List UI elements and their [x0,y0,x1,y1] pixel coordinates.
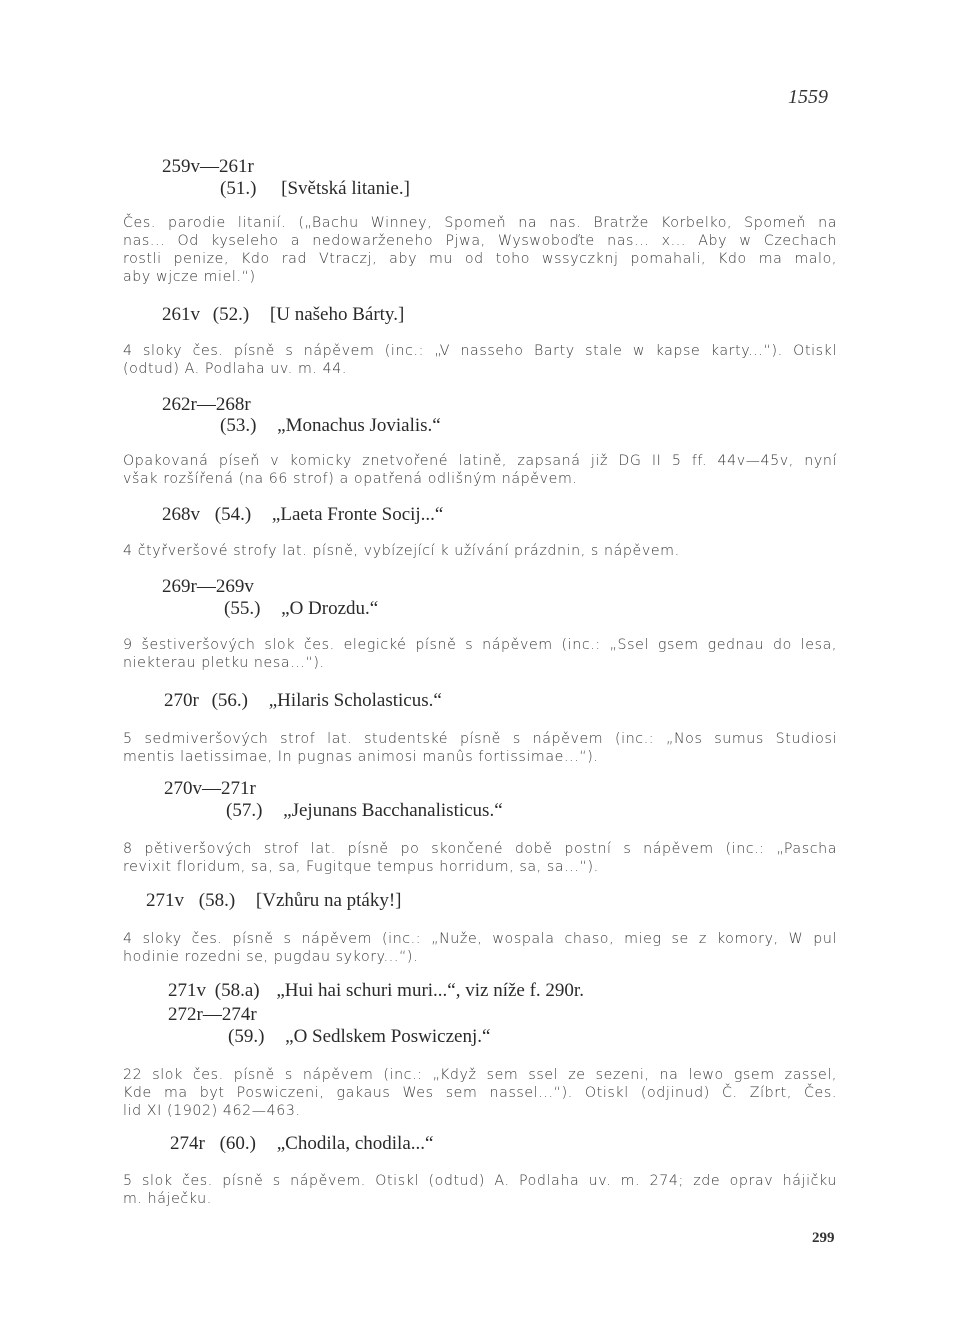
folio-range: 262r—268r [162,394,251,415]
entry-description [123,342,837,378]
description-line: 4 čtyřveršové strofy lat. písně, vybízející k užívání prázdnin, s nápěvem. [123,543,680,559]
entry-title: [U našeho Bárty.] [269,304,405,325]
entry-heading [220,415,441,437]
entry-description [123,1066,837,1120]
entry-description [123,1172,837,1208]
entry-title: „Jejunans Bacchanalisticus.“ [283,800,503,821]
entry-title: [Světská litanie.] [281,178,410,199]
entry-heading [162,156,254,178]
description-line: 4 sloky čes. písně s nápěvem (inc.: „Nuže, wospala chaso, mieg se z komory, W pul [123,931,837,947]
entry-heading [162,394,251,416]
entry-number: (53.) [220,415,257,436]
folio-range: 269r—269v [162,576,254,597]
description-line: niekterau pletku nesa...“). [123,655,325,671]
entry-title: „O Drozdu.“ [281,598,379,619]
entry-heading [220,178,410,200]
entry-title: „Monachus Jovialis.“ [277,415,441,436]
folio-range: 271v [168,980,206,1001]
description-line: 5 sedmiveršových strof lat. studentské písně s nápěvem (inc.: „Nos sumus Studiosi [123,731,837,747]
entry-description [123,636,837,672]
description-line: m. háječku. [123,1191,212,1207]
folio-range: 270v—271r [164,778,256,799]
entry-heading [164,778,256,800]
description-line: 8 pětiveršových strof lat. písně po skončené době postní s nápěvem (inc.: „Pascha [123,841,837,857]
entry-number: (57.) [226,800,263,821]
description-line: 22 slok čes. písně s nápěvem (inc.: „Když sem ssel ze sezeni, na lewo gsem zassel, [123,1067,837,1083]
entry-heading [170,1133,433,1155]
entry-description [123,214,837,286]
entry-title: „Laeta Fronte Socij...“ [271,504,444,525]
entry-description [123,930,837,966]
entry-description [123,452,837,488]
entry-heading [228,1026,490,1048]
description-line: revixit floridum, sa, sa, Fugitque tempus horridum, sa, sa...“). [123,859,599,875]
entry-title: „Hilaris Scholasticus.“ [268,690,442,711]
entry-heading [162,576,254,598]
description-line: 9 šestiveršových slok čes. elegické písně s nápěvem (inc.: „Ssel gsem gednau do lesa, [123,637,837,653]
page-number-bottom: 299 [812,1230,835,1246]
entry-heading [146,890,402,912]
folio-range: 272r—274r [168,1004,257,1025]
folio-range: 270r [164,690,199,711]
entry-number: (56.) [211,690,248,711]
entry-number: (51.) [220,178,257,199]
description-line: lid XI (1902) 462—463. [123,1103,301,1119]
page-number-top: 1559 [788,86,828,108]
folio-range: 259v—261r [162,156,254,177]
description-line: rostli penize, Kdo rad Vtraczj, aby mu od toho wssyczknj pomahali, Kdo ma malo, [123,251,837,267]
entry-heading [168,1004,257,1026]
description-line: nas... Od kyseleho a nedowarženeho Pjwa, Wyswoboďte nas... x... Aby w Czechach [123,233,837,249]
folio-range: 271v [146,890,184,911]
description-line: 4 sloky čes. písně s nápěvem (inc.: „V nasseho Barty stale w kapse karty...“). Otiskl [123,343,837,359]
description-line: Kde ma byt Poswiczeni, gakaus Wes sem nassel...“). Otiskl (odjinud) Č. Zíbrt, Čes. [123,1085,837,1101]
description-line: však rozšířená (na 66 strof) a opatřená odlišným nápěvem. [123,471,578,487]
entry-heading [164,690,442,712]
entry-heading [162,304,404,326]
description-line: mentis laetissimae, In pugnas animosi manûs fortissimae...“). [123,749,599,765]
entry-description [123,542,837,560]
description-line: Čes. parodie litanií. („Bachu Winney, Spomeň na nas. Bratrže Korbelko, Spomeň na [123,215,837,231]
entry-number: (55.) [224,598,261,619]
entry-title: „Hui hai schuri muri...“, viz níže f. 290r. [276,980,584,1001]
entry-description [123,840,837,876]
entry-heading [226,800,503,822]
description-line: 5 slok čes. písně s nápěvem. Otiskl (odtud) A. Podlaha uv. m. 274; zde oprav hájičku [123,1173,837,1189]
folio-range: 268v [162,504,200,525]
entry-title: „Chodila, chodila...“ [276,1133,434,1154]
entry-number: (58.) [198,890,236,911]
entry-title: „O Sedlskem Poswiczenj.“ [285,1026,491,1047]
entry-number: (52.) [212,304,250,325]
description-line: hodinie rozedni se, pugdau sykory...“). [123,949,419,965]
entry-number: (58.a) [214,980,260,1001]
folio-range: 274r [170,1133,205,1154]
folio-range: 261v [162,304,200,325]
entry-heading [224,598,378,620]
description-line: aby wjcze miel.“) [123,269,256,285]
entry-number: (54.) [214,504,252,525]
entry-number: (59.) [228,1026,265,1047]
entry-title: [Vzhůru na ptáky!] [255,890,402,911]
description-line: Opakovaná píseň v komicky znetvořené latině, zapsaná již DG II 5 ff. 44v—45v, nyní [123,453,837,469]
entry-number: (60.) [219,1133,256,1154]
entry-heading [162,504,443,526]
entry-heading [168,980,584,1002]
description-line: (odtud) A. Podlaha uv. m. 44. [123,361,347,377]
entry-description [123,730,837,766]
